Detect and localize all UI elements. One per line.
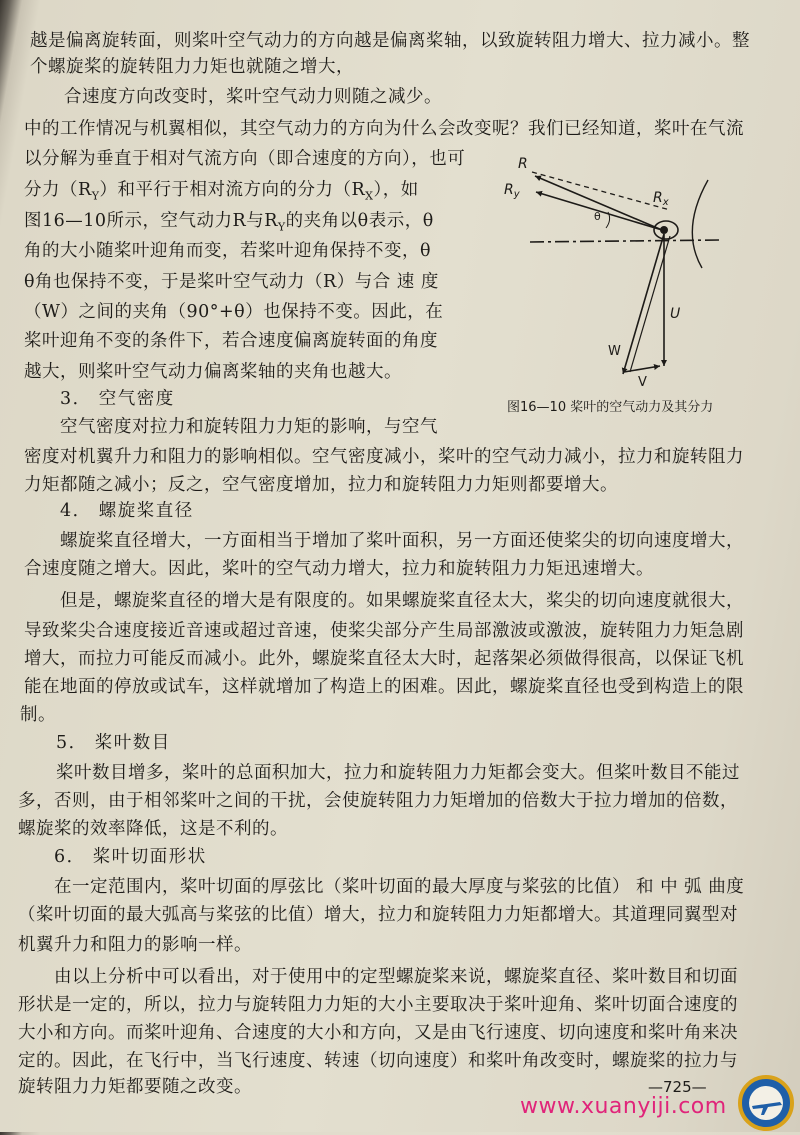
- text-fragment: 分力（R: [24, 180, 92, 200]
- v-vector: [624, 366, 660, 372]
- label-rx-main: R: [653, 190, 663, 206]
- force-diagram-figure: [490, 150, 730, 390]
- rotation-plane-line: [530, 240, 720, 242]
- text-line-16: 力矩都随之减小；反之，空气密度增加，拉力和旋转阻力力矩则都要增大。: [24, 475, 618, 495]
- force-diagram-svg: [490, 150, 730, 390]
- text-line-21: 导致桨尖合速度接近音速或超过音速，使桨尖部分产生局部激波或激波，旋转阻力力矩急剧: [24, 621, 744, 641]
- text-line-19: 合速度随之增大。因此，桨叶的空气动力增大，拉力和旋转阻力力矩迅速增大。: [24, 559, 654, 579]
- text-line-10: （W）之间的夹角（90°+θ）也保持不变。因此，在: [24, 302, 444, 322]
- label-r: R: [518, 156, 528, 172]
- watermark-url[interactable]: www.xuanyiji.com: [520, 1094, 727, 1119]
- text-line-23: 能在地面的停放或试车，这样就增加了构造上的困难。因此，螺旋桨直径也受到构造上的限: [24, 677, 744, 697]
- text-line-3: 合速度方向改变时，桨叶空气动力则随之减少。: [64, 87, 442, 107]
- text-line-22: 增大，而拉力可能反而减小。此外，螺旋桨直径太大时，起落架必须做得很高，以保证飞机: [24, 649, 744, 669]
- text-fragment: ）和平行于相对流方向的分力（R: [99, 180, 366, 200]
- figure-caption: 图16—10 桨叶的空气动力及其分力: [507, 400, 714, 415]
- text-line-6: [24, 179, 419, 208]
- subscript: Y: [277, 220, 286, 234]
- w-vector: [623, 234, 664, 374]
- text-line-7: [24, 210, 434, 239]
- text-line-15: 密度对机翼升力和阻力的影响相似。空气密度减小，桨叶的空气动力减小，拉力和旋转阻力: [24, 447, 744, 467]
- watermark-logo-icon: [738, 1075, 794, 1131]
- page-number: —725—: [648, 1078, 707, 1096]
- label-w: W: [608, 344, 621, 359]
- subscript: X: [365, 189, 374, 203]
- label-ry-main: R: [504, 182, 514, 198]
- label-ry: [504, 182, 521, 200]
- text-line-24: 制。: [20, 705, 56, 725]
- text-line-2: 个螺旋桨的旋转阻力力矩也就随之增大，: [30, 57, 354, 77]
- text-line-34: 形状是一定的，所以，拉力与旋转阻力力矩的大小主要取决于桨叶迎角、桨叶切面合速度的: [18, 995, 738, 1015]
- label-v: V: [638, 375, 647, 390]
- text-line-26: 桨叶数目增多，桨叶的总面积加大，拉力和旋转阻力力矩都会变大。但桨叶数目不能过: [56, 763, 740, 783]
- text-line-12: 越大，则桨叶空气动力偏离桨轴的夹角也越大。: [24, 362, 402, 382]
- text-line-35: 大小和方向。而桨叶迎角、合速度的大小和方向，又是由飞行速度、切向速度和桨叶角来决: [18, 1023, 738, 1043]
- blade-center: [660, 226, 668, 234]
- text-line-4: 中的工作情况与机翼相似，其空气动力的方向为什么会改变呢？我们已经知道，桨叶在气流: [24, 119, 744, 139]
- label-rx: [653, 190, 669, 208]
- text-line-27: 多，否则，由于相邻桨叶之间的干扰，会使旋转阻力力矩增加的倍数大于拉力增加的倍数，: [18, 791, 738, 811]
- text-line-14: 空气密度对拉力和旋转阻力力矩的影响，与空气: [60, 417, 438, 437]
- label-u: U: [670, 306, 681, 322]
- label-rx-sub: x: [662, 197, 669, 208]
- section-heading-5: 5． 桨叶数目: [56, 733, 171, 753]
- section-heading-6: 6． 桨叶切面形状: [54, 847, 207, 867]
- text-line-20: 但是，螺旋桨直径的增大是有限度的。如果螺旋桨直径太大，桨尖的切向速度就很大，: [60, 591, 744, 611]
- text-line-18: 螺旋桨直径增大，一方面相当于增加了桨叶面积，另一方面还使桨尖的切向速度增大，: [60, 531, 744, 551]
- text-line-5: 以分解为垂直于相对气流方向（即合速度的方向），也可: [24, 149, 466, 169]
- text-line-32: 机翼升力和阻力的影响一样。: [18, 935, 252, 955]
- text-line-31: （桨叶切面的最大弧高与桨弦的比值）增大，拉力和旋转阻力力矩都增大。其道理同翼型对: [18, 905, 738, 925]
- label-ry-sub: y: [513, 189, 520, 200]
- blade-outline: [692, 180, 708, 268]
- text-line-37: 旋转阻力力矩都要随之改变。: [18, 1077, 252, 1097]
- section-heading-3: 3． 空气密度: [60, 389, 175, 409]
- text-fragment: ），如: [373, 180, 419, 200]
- text-line-9: θ角也保持不变，于是桨叶空气动力（R）与合 速 度: [24, 272, 439, 292]
- text-line-8: 角的大小随桨叶迎角而变，若桨叶迎角保持不变，θ: [24, 241, 432, 261]
- text-line-33: 由以上分析中可以看出，对于使用中的定型螺旋桨来说，螺旋桨直径、桨叶数目和切面: [54, 967, 738, 987]
- text-fragment: 的夹角以θ表示，θ: [285, 211, 434, 231]
- text-line-30: 在一定范围内，桨叶切面的厚弦比（桨叶切面的最大厚度与桨弦的比值） 和 中 弧 曲度: [54, 877, 745, 897]
- label-theta: θ: [594, 210, 601, 223]
- subscript: Y: [91, 189, 100, 203]
- text-line-36: 定的。因此，在飞行中，当飞行速度、转速（切向速度）和桨叶角改变时，螺旋桨的拉力与: [18, 1051, 738, 1071]
- text-line-28: 螺旋桨的效率降低，这是不利的。: [18, 819, 288, 839]
- text-fragment: 图16—10所示，空气动力R与R: [24, 211, 278, 231]
- text-line-11: 桨叶迎角不变的条件下，若合速度偏离旋转面的角度: [24, 331, 438, 351]
- section-heading-4: 4． 螺旋桨直径: [60, 501, 194, 521]
- text-line-1: 越是偏离旋转面，则桨叶空气动力的方向越是偏离桨轴，以致旋转阻力增大、拉力减小。整: [30, 31, 750, 51]
